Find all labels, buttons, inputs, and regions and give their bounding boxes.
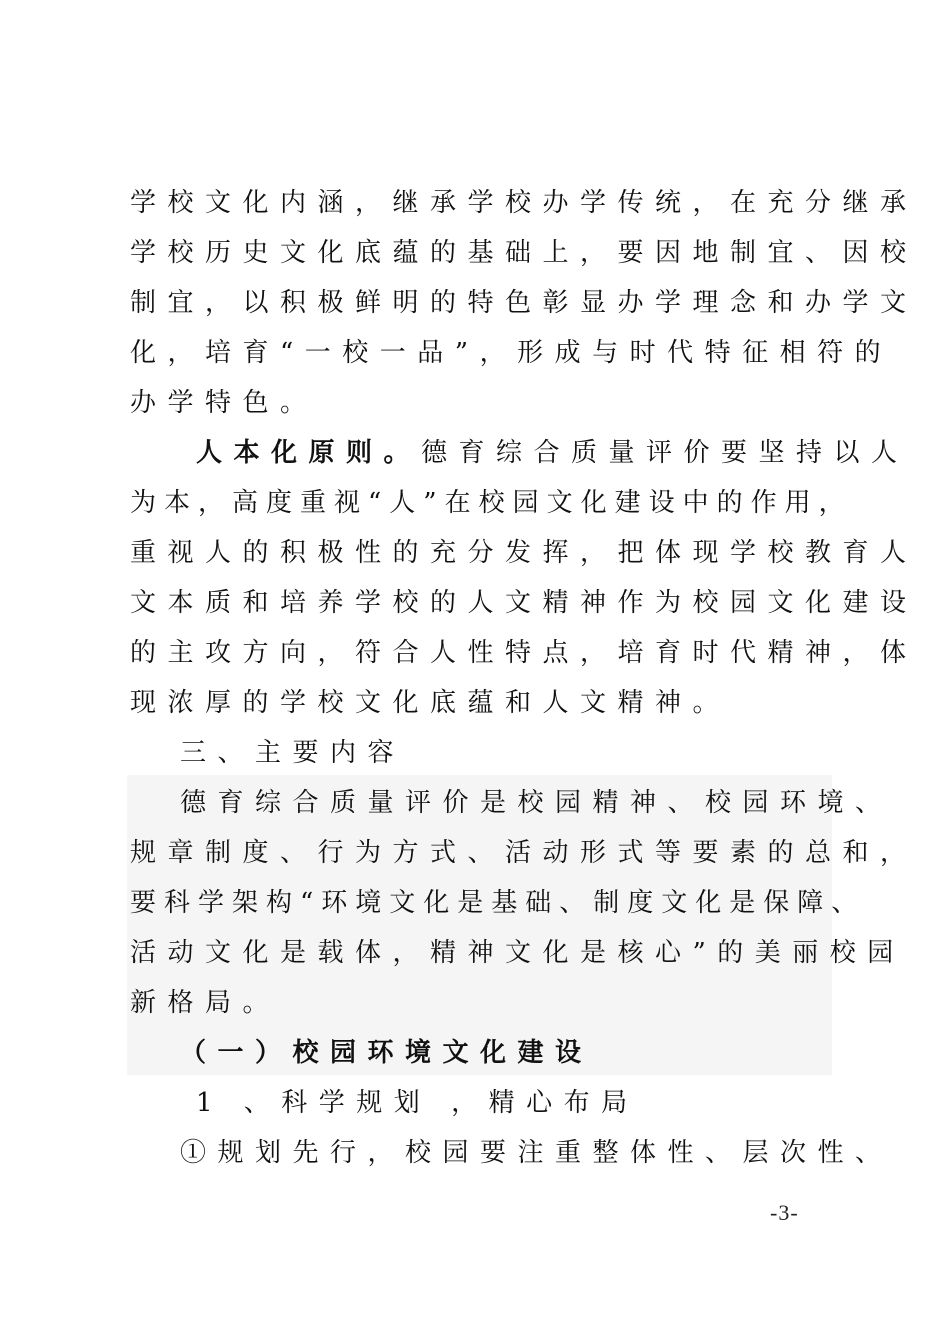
paragraph-line: 现浓厚的学校文化底蕴和人文精神。 <box>130 688 731 718</box>
paragraph-line: 的主攻方向，符合人性特点，培育时代精神，体 <box>130 638 918 668</box>
paragraph-line: 新格局。 <box>130 988 281 1018</box>
paragraph-line: 德育综合质量评价是校园精神、校园环境、 <box>180 788 893 818</box>
paragraph-line: 学校文化内涵，继承学校办学传统，在充分继承 <box>130 188 918 218</box>
paragraph-line: 化，培育“一校一品”，形成与时代特征相符的 <box>130 338 893 368</box>
paragraph-line: 重视人的积极性的充分发挥，把体现学校教育人 <box>130 538 918 568</box>
paragraph-line: 文本质和培养学校的人文精神作为校园文化建设 <box>130 588 918 618</box>
section-heading: 三、主要内容 <box>180 738 406 768</box>
paragraph-line: ①规划先行，校园要注重整体性、层次性、 <box>180 1138 893 1168</box>
paragraph-line: 制宜，以积极鲜明的特色彰显办学理念和办学文 <box>130 288 918 318</box>
page-number: -3- <box>770 1200 799 1225</box>
subsection-heading: （一）校园环境文化建设 <box>180 1038 593 1068</box>
principle-text: 德育综合质量评价要坚持以人 <box>421 438 909 468</box>
principle-first-line <box>196 433 909 473</box>
paragraph-line: 为本，高度重视“人”在校园文化建设中的作用， <box>130 488 853 518</box>
item-heading: 1 、科学规划 ，精心布局 <box>196 1088 639 1118</box>
paragraph-line: 活动文化是载体，精神文化是核心”的美丽校园 <box>130 938 905 968</box>
paragraph-line: 学校历史文化底蕴的基础上，要因地制宜、因校 <box>130 238 918 268</box>
paragraph-line: 办学特色。 <box>130 388 318 418</box>
paragraph-line: 要科学架构“环境文化是基础、制度文化是保障、 <box>130 888 866 918</box>
paragraph-line: 规章制度、行为方式、活动形式等要素的总和， <box>130 838 918 868</box>
principle-title: 人本化原则。 <box>196 438 422 468</box>
